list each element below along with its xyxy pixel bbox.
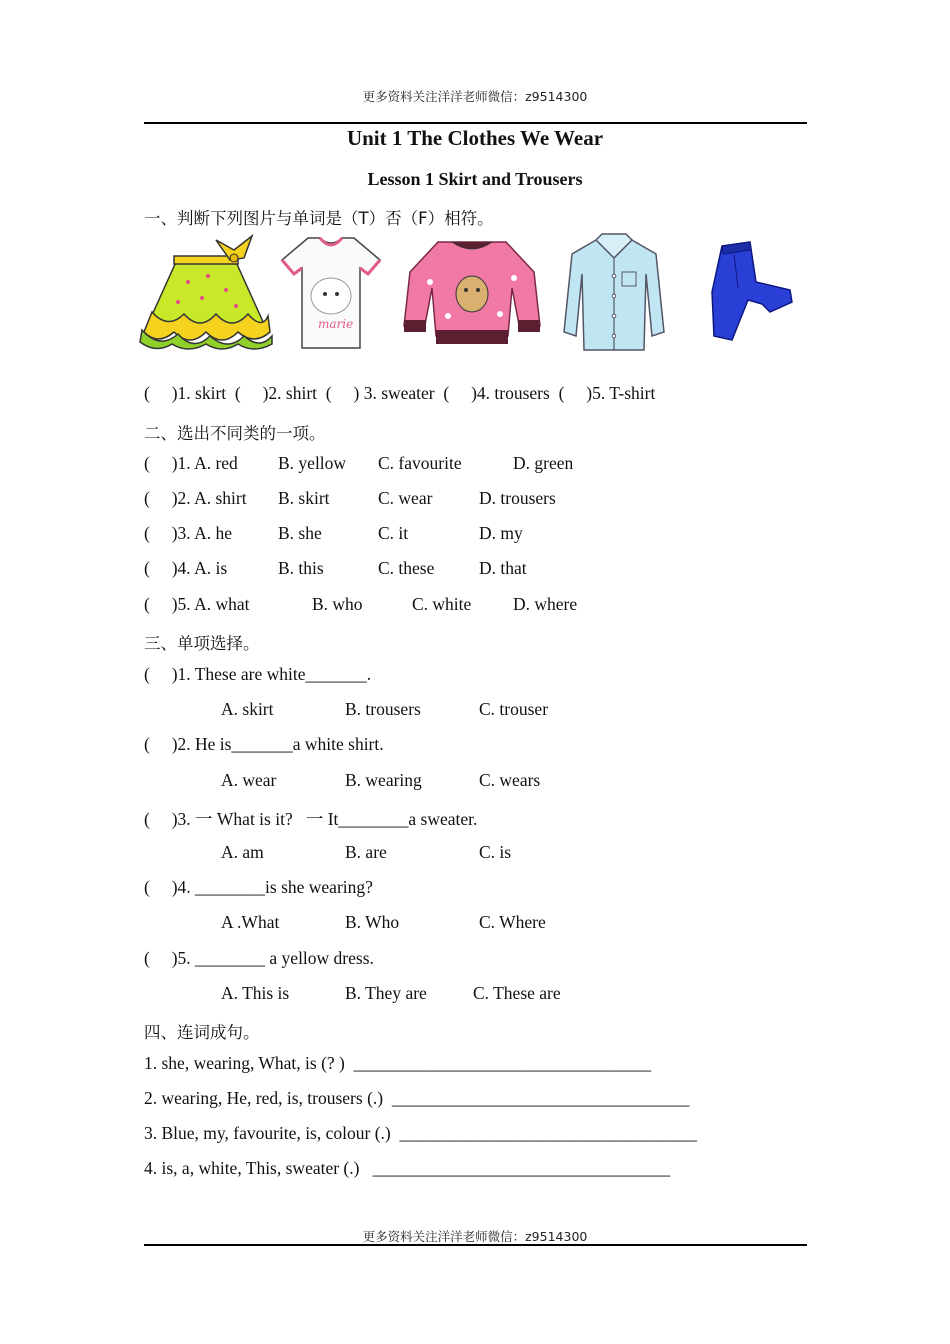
sentence-item: 1. she, wearing, What, is (? ) __________________________________ bbox=[144, 1053, 652, 1073]
section1-heading: 一、判断下列图片与单词是（T）否（F）相符。 bbox=[144, 209, 494, 228]
option-b: B. wearing bbox=[345, 770, 422, 790]
option-d: D. that bbox=[479, 558, 527, 578]
q-stem: ( )1. A. red bbox=[144, 453, 238, 473]
option-d: D. trousers bbox=[479, 488, 556, 508]
section3-question-stem: ( )2. He is_______a white shirt. bbox=[144, 734, 384, 754]
option-d: D. where bbox=[513, 594, 578, 614]
option-c: C. These are bbox=[473, 983, 561, 1003]
q-stem: ( )4. A. is bbox=[144, 558, 228, 578]
option-c: C. Where bbox=[479, 912, 546, 932]
option-d: D. my bbox=[479, 523, 523, 543]
option-c: C. trouser bbox=[479, 699, 549, 719]
page-subtitle: Lesson 1 Skirt and Trousers bbox=[367, 169, 583, 189]
option-b: B. trousers bbox=[345, 699, 421, 719]
page-title: Unit 1 The Clothes We Wear bbox=[346, 126, 604, 150]
sentence-item: 4. is, a, white, This, sweater (.) __________________________________ bbox=[144, 1158, 671, 1178]
skirt-picture bbox=[138, 232, 274, 354]
footer-note: 更多资料关注洋洋老师微信：z9514300 bbox=[362, 1229, 588, 1244]
option-a: A. wear bbox=[221, 770, 277, 790]
svg-text:marie: marie bbox=[318, 317, 354, 331]
option-b: B. are bbox=[345, 842, 387, 862]
option-b: B. skirt bbox=[278, 488, 330, 508]
option-a: A. skirt bbox=[221, 699, 274, 719]
option-c: C. is bbox=[479, 842, 512, 862]
section2-heading: 二、选出不同类的一项。 bbox=[144, 424, 326, 443]
section3-question-stem: ( )4. ________is she wearing? bbox=[144, 877, 373, 897]
shirt-picture bbox=[560, 232, 668, 354]
footer-rule bbox=[144, 1244, 807, 1246]
option-b: B. yellow bbox=[278, 453, 347, 473]
section3-heading: 三、单项选择。 bbox=[144, 634, 260, 653]
option-b: B. this bbox=[278, 558, 324, 578]
section3-question-stem: ( )1. These are white_______. bbox=[144, 664, 372, 684]
option-c: C. white bbox=[412, 594, 472, 614]
t-shirt-picture bbox=[278, 232, 384, 354]
sentence-item: 3. Blue, my, favourite, is, colour (.) __________________________________ bbox=[144, 1123, 697, 1143]
option-b: B. They are bbox=[345, 983, 427, 1003]
q-stem: ( )3. A. he bbox=[144, 523, 232, 543]
section4-heading: 四、连词成句。 bbox=[144, 1023, 260, 1042]
q-stem: ( )2. A. shirt bbox=[144, 488, 247, 508]
q-stem: ( )5. A. what bbox=[144, 594, 250, 614]
option-c: C. it bbox=[378, 523, 409, 543]
option-b: B. who bbox=[312, 594, 363, 614]
option-a: A. am bbox=[221, 842, 264, 862]
option-a: A .What bbox=[221, 912, 280, 932]
section3-question-stem: ( )3. 一 What is it? 一 It________a sweater. bbox=[144, 809, 478, 829]
option-c: C. favourite bbox=[378, 453, 462, 473]
sweater-picture bbox=[400, 232, 544, 354]
option-b: B. Who bbox=[345, 912, 400, 932]
option-d: D. green bbox=[513, 453, 574, 473]
option-b: B. she bbox=[278, 523, 322, 543]
option-c: C. these bbox=[378, 558, 435, 578]
section1-answer-line: ( )1. skirt ( )2. shirt ( ) 3. sweater ( )4. trousers ( )5. T-shirt bbox=[144, 383, 656, 403]
header-note: 更多资料关注洋洋老师微信：z9514300 bbox=[362, 89, 588, 104]
option-c: C. wear bbox=[378, 488, 433, 508]
option-c: C. wears bbox=[479, 770, 541, 790]
trousers-picture bbox=[704, 232, 796, 354]
option-a: A. This is bbox=[221, 983, 290, 1003]
section3-question-stem: ( )5. ________ a yellow dress. bbox=[144, 948, 374, 968]
header-rule bbox=[144, 122, 807, 124]
sentence-item: 2. wearing, He, red, is, trousers (.) __________________________________ bbox=[144, 1088, 690, 1108]
